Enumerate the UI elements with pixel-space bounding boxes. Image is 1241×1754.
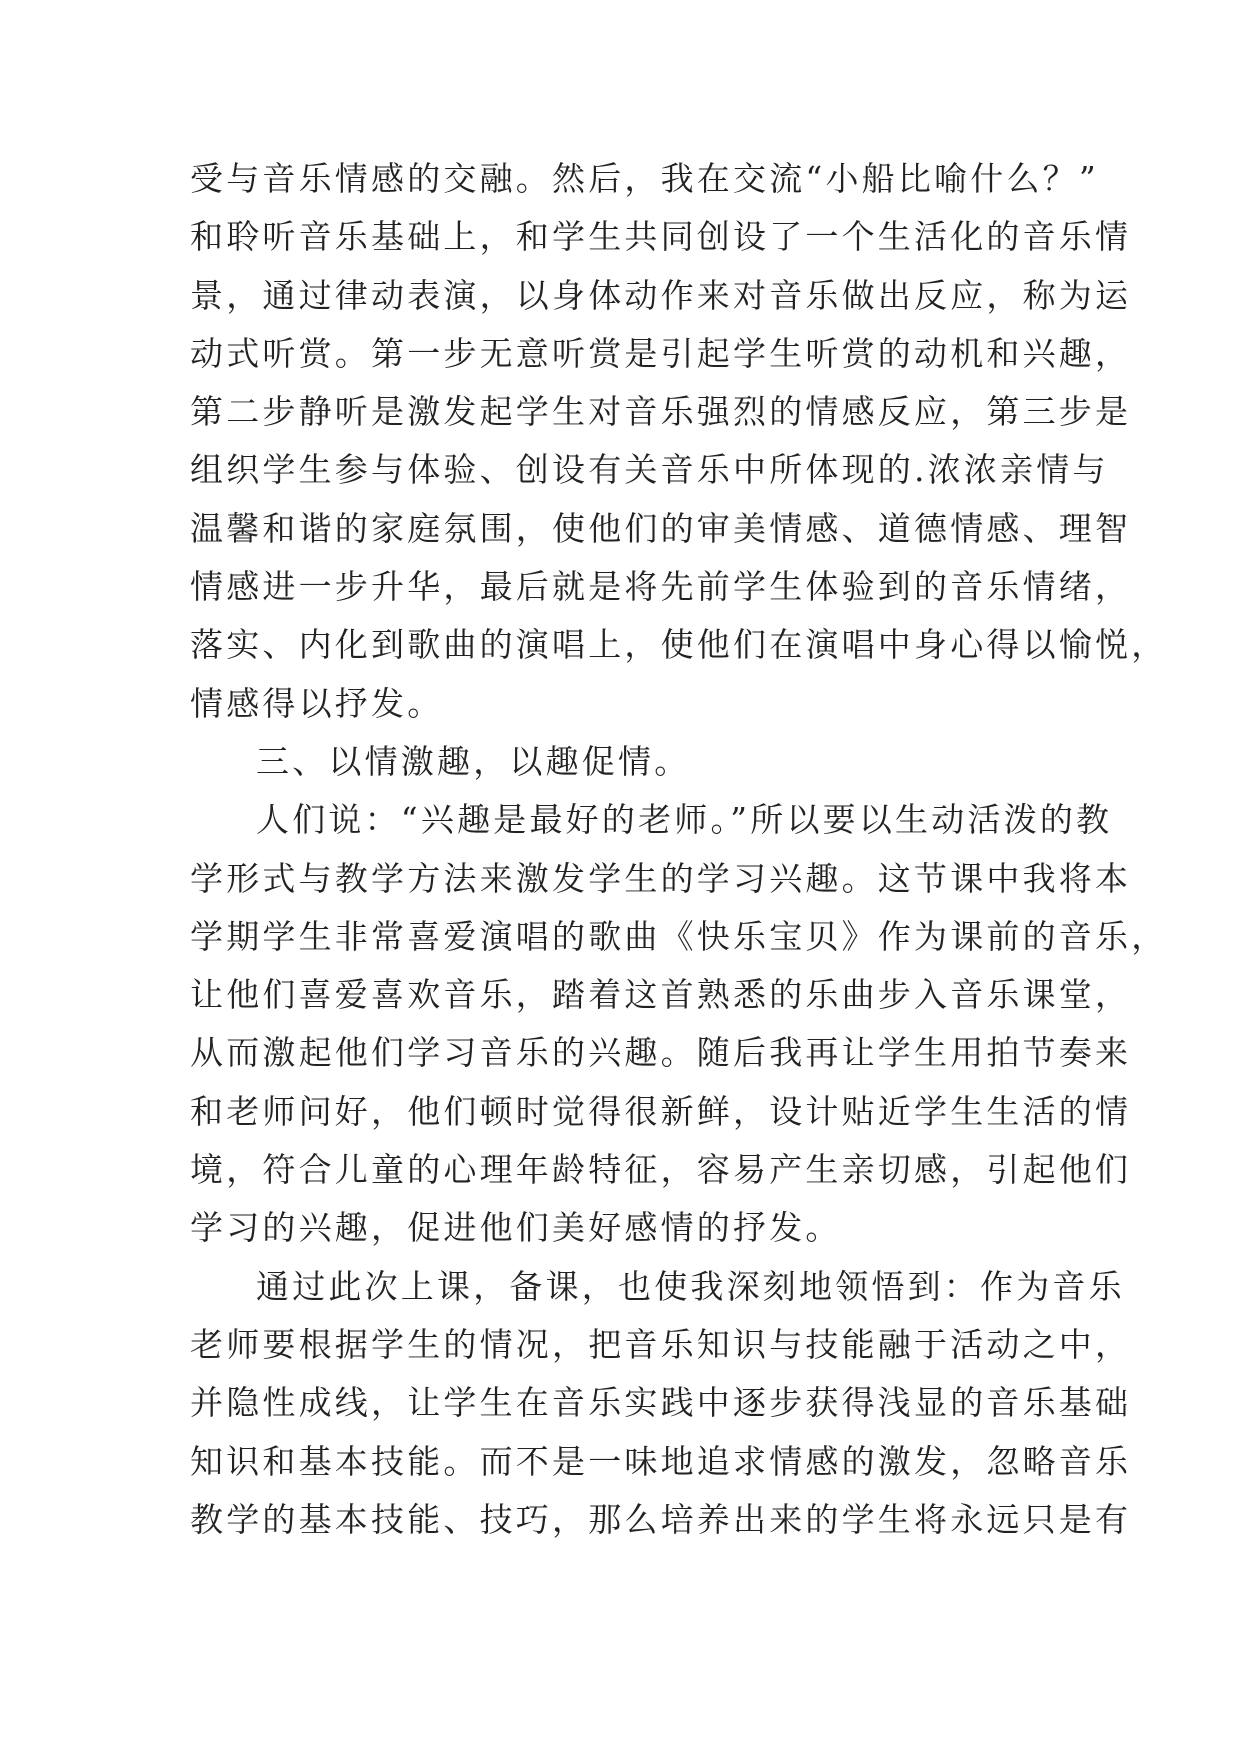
text-line: 老师要根据学生的情况，把音乐知识与技能融于活动之中， <box>190 1324 1132 1364</box>
text-line: 组织学生参与体验、创设有关音乐中所体现的.浓浓亲情与 <box>190 450 1109 490</box>
text-line: 和老师问好，他们顿时觉得很新鲜，设计贴近学生生活的情 <box>190 1091 1132 1131</box>
text-line: 受与音乐情感的交融。然后，我在交流“小船比喻什么？” <box>190 159 1099 198</box>
text-line: 温馨和谐的家庭氛围，使他们的审美情感、道德情感、理智 <box>190 508 1132 548</box>
text-line: 情感得以抒发。 <box>190 683 444 723</box>
text-line: 人们说：“兴趣是最好的老师。”所以要以生动活泼的教 <box>256 800 1113 840</box>
text-line: 落实、内化到歌曲的演唱上，使他们在演唱中身心得以愉悦， <box>190 625 1168 665</box>
text-line: 学习的兴趣，促进他们美好感情的抒发。 <box>190 1208 842 1248</box>
text-line: 景，通过律动表演，以身体动作来对音乐做出反应，称为运 <box>190 275 1132 315</box>
text-line: 知识和基本技能。而不是一味地追求情感的激发，忽略音乐 <box>190 1441 1132 1481</box>
text-line: 三、以情激趣，以趣促情。 <box>256 741 691 781</box>
body-text <box>190 150 1168 1549</box>
text-line: 第二步静听是激发起学生对音乐强烈的情感反应，第三步是 <box>190 392 1132 432</box>
text-line: 学形式与教学方法来激发学生的学习兴趣。这节课中我将本 <box>190 858 1132 898</box>
text-line: 教学的基本技能、技巧，那么培养出来的学生将永远只是有 <box>190 1499 1132 1539</box>
text-line: 和聆听音乐基础上，和学生共同创设了一个生活化的音乐情 <box>190 217 1132 257</box>
text-line: 从而激起他们学习音乐的兴趣。随后我再让学生用拍节奏来 <box>190 1033 1132 1073</box>
text-line: 并隐性成线，让学生在音乐实践中逐步获得浅显的音乐基础 <box>190 1383 1132 1423</box>
text-line: 学期学生非常喜爱演唱的歌曲《快乐宝贝》作为课前的音乐， <box>190 916 1168 956</box>
text-line: 情感进一步升华，最后就是将先前学生体验到的音乐情绪， <box>190 567 1132 607</box>
text-line: 让他们喜爱喜欢音乐，踏着这首熟悉的乐曲步入音乐课堂， <box>190 975 1132 1015</box>
text-line: 通过此次上课，备课，也使我深刻地领悟到：作为音乐 <box>256 1266 1125 1306</box>
text-line: 动式听赏。第一步无意听赏是引起学生听赏的动机和兴趣， <box>190 333 1132 373</box>
text-line: 境，符合儿童的心理年龄特征，容易产生亲切感，引起他们 <box>190 1150 1132 1190</box>
